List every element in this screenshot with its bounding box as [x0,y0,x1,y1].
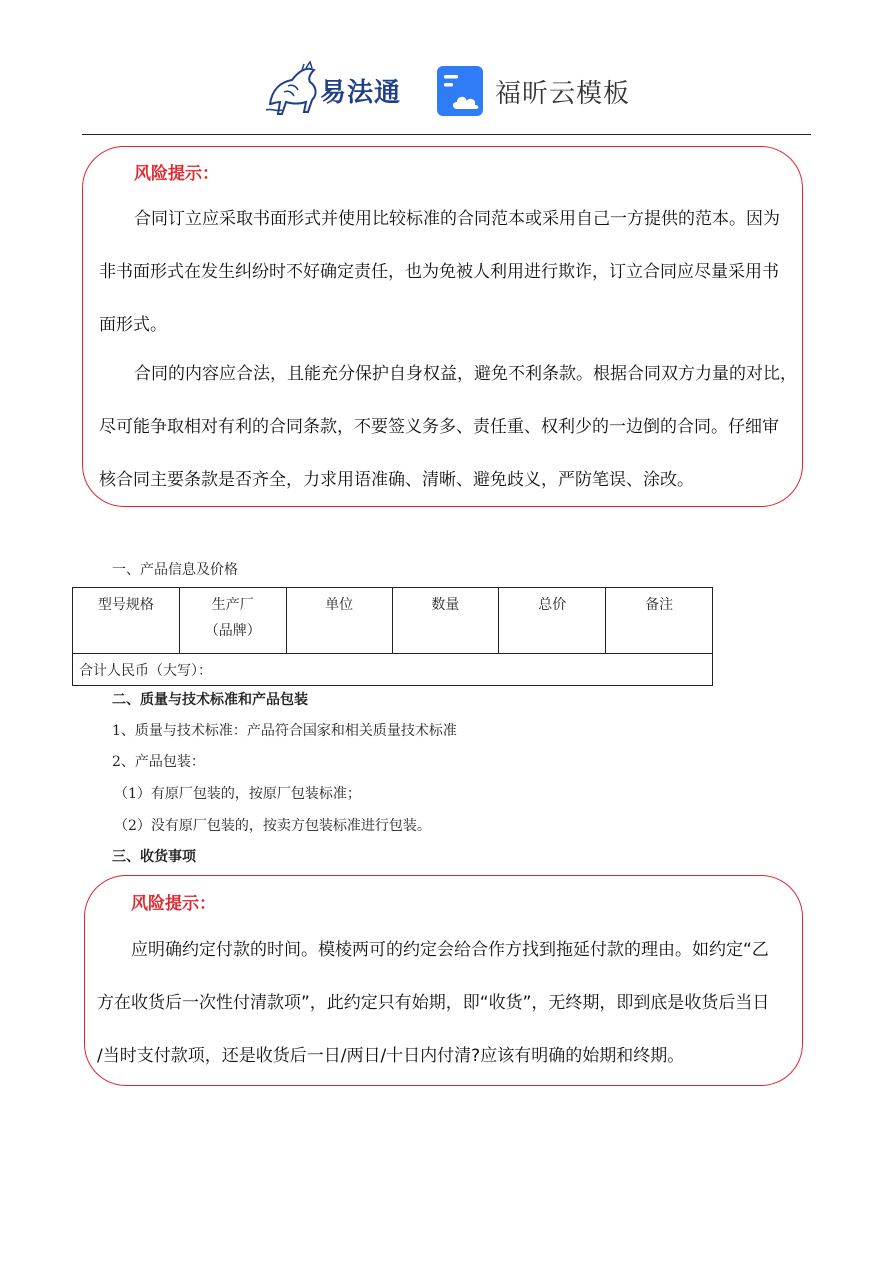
risk-notice-box-1 [82,146,803,507]
table-header-cell [73,588,180,654]
risk-paragraph [97,924,769,1083]
risk-line: 面形式。 [99,315,167,335]
header-text: 总价 [538,597,567,613]
risk-line: 非书面形式在发生纠纷时不好确定责任，也为免被人利用进行欺诈，订立合同应尽量采用书 [99,262,779,282]
brand-left-text: 易法通 [320,78,402,108]
header-text: 备注 [645,597,674,613]
risk-line: 合同订立应采取书面形式并使用比较标准的合同范本或采用自己一方提供的范本。因为 [134,209,780,229]
header-text: （品牌） [204,623,261,639]
risk-notice-title: 风险提示： [131,894,216,914]
yifatong-logo [262,60,412,120]
risk-line: 核合同主要条款是否齐全，力求用语准确、清晰、避免歧义，严防笔误、涂改。 [99,470,694,490]
risk-line: 合同的内容应合法，且能充分保护自身权益，避免不利条款。根据合同双方力量的对比， [134,364,797,384]
risk-line: /当时支付款项，还是收货后一日/两日/十日内付清?应该有明确的始期和终期。 [97,1046,685,1066]
risk-notice-box-2 [84,875,803,1086]
section-2-item: 2、产品包装： [112,754,205,770]
risk-line: 应明确约定付款的时间。模棱两可的约定会给合作方找到拖延付款的理由。如约定“乙 [131,940,769,960]
table-header-cell [606,588,713,654]
header-text: 型号规格 [97,597,154,613]
total-amount-cell: 合计人民币（大写）： [73,654,713,686]
header-text: 单位 [325,597,354,613]
page-header [0,0,893,136]
section-3-title: 三、收货事项 [112,849,196,865]
table-header-cell [392,588,499,654]
risk-line: 尽可能争取相对有利的合同条款，不要签义务多、责任重、权利少的一边倒的合同。仔细审 [99,417,779,437]
table-header-cell [499,588,606,654]
cloud-doc-icon [435,64,489,118]
product-table [72,587,713,686]
risk-paragraph-2 [99,348,797,507]
table-header-cell [179,588,286,654]
section-1-title: 一、产品信息及价格 [112,562,238,578]
risk-line: 方在收货后一次性付清款项”，此约定只有始期，即“收货”，无终期，即到底是收货后当日 [97,993,770,1013]
fuxin-logo [435,64,645,120]
table-header-cell [286,588,392,654]
risk-notice-title: 风险提示： [134,164,219,184]
brand-right-text: 福昕云模板 [495,79,631,109]
section-2-item: 1、质量与技术标准：产品符合国家和相关质量技术标准 [112,723,457,739]
section-2-title: 二、质量与技术标准和产品包装 [112,692,308,708]
table-total-row [73,654,713,686]
header-text: 生产厂 [211,597,254,613]
section-2-item: （2）没有原厂包装的，按卖方包装标准进行包装。 [114,818,431,834]
risk-paragraph-1 [99,193,780,352]
section-2-item: （1）有原厂包装的，按原厂包装标准； [114,786,361,802]
header-divider [82,134,811,135]
table-header-row [73,588,713,654]
header-text: 数量 [431,597,460,613]
qilin-logo-icon [262,60,322,118]
